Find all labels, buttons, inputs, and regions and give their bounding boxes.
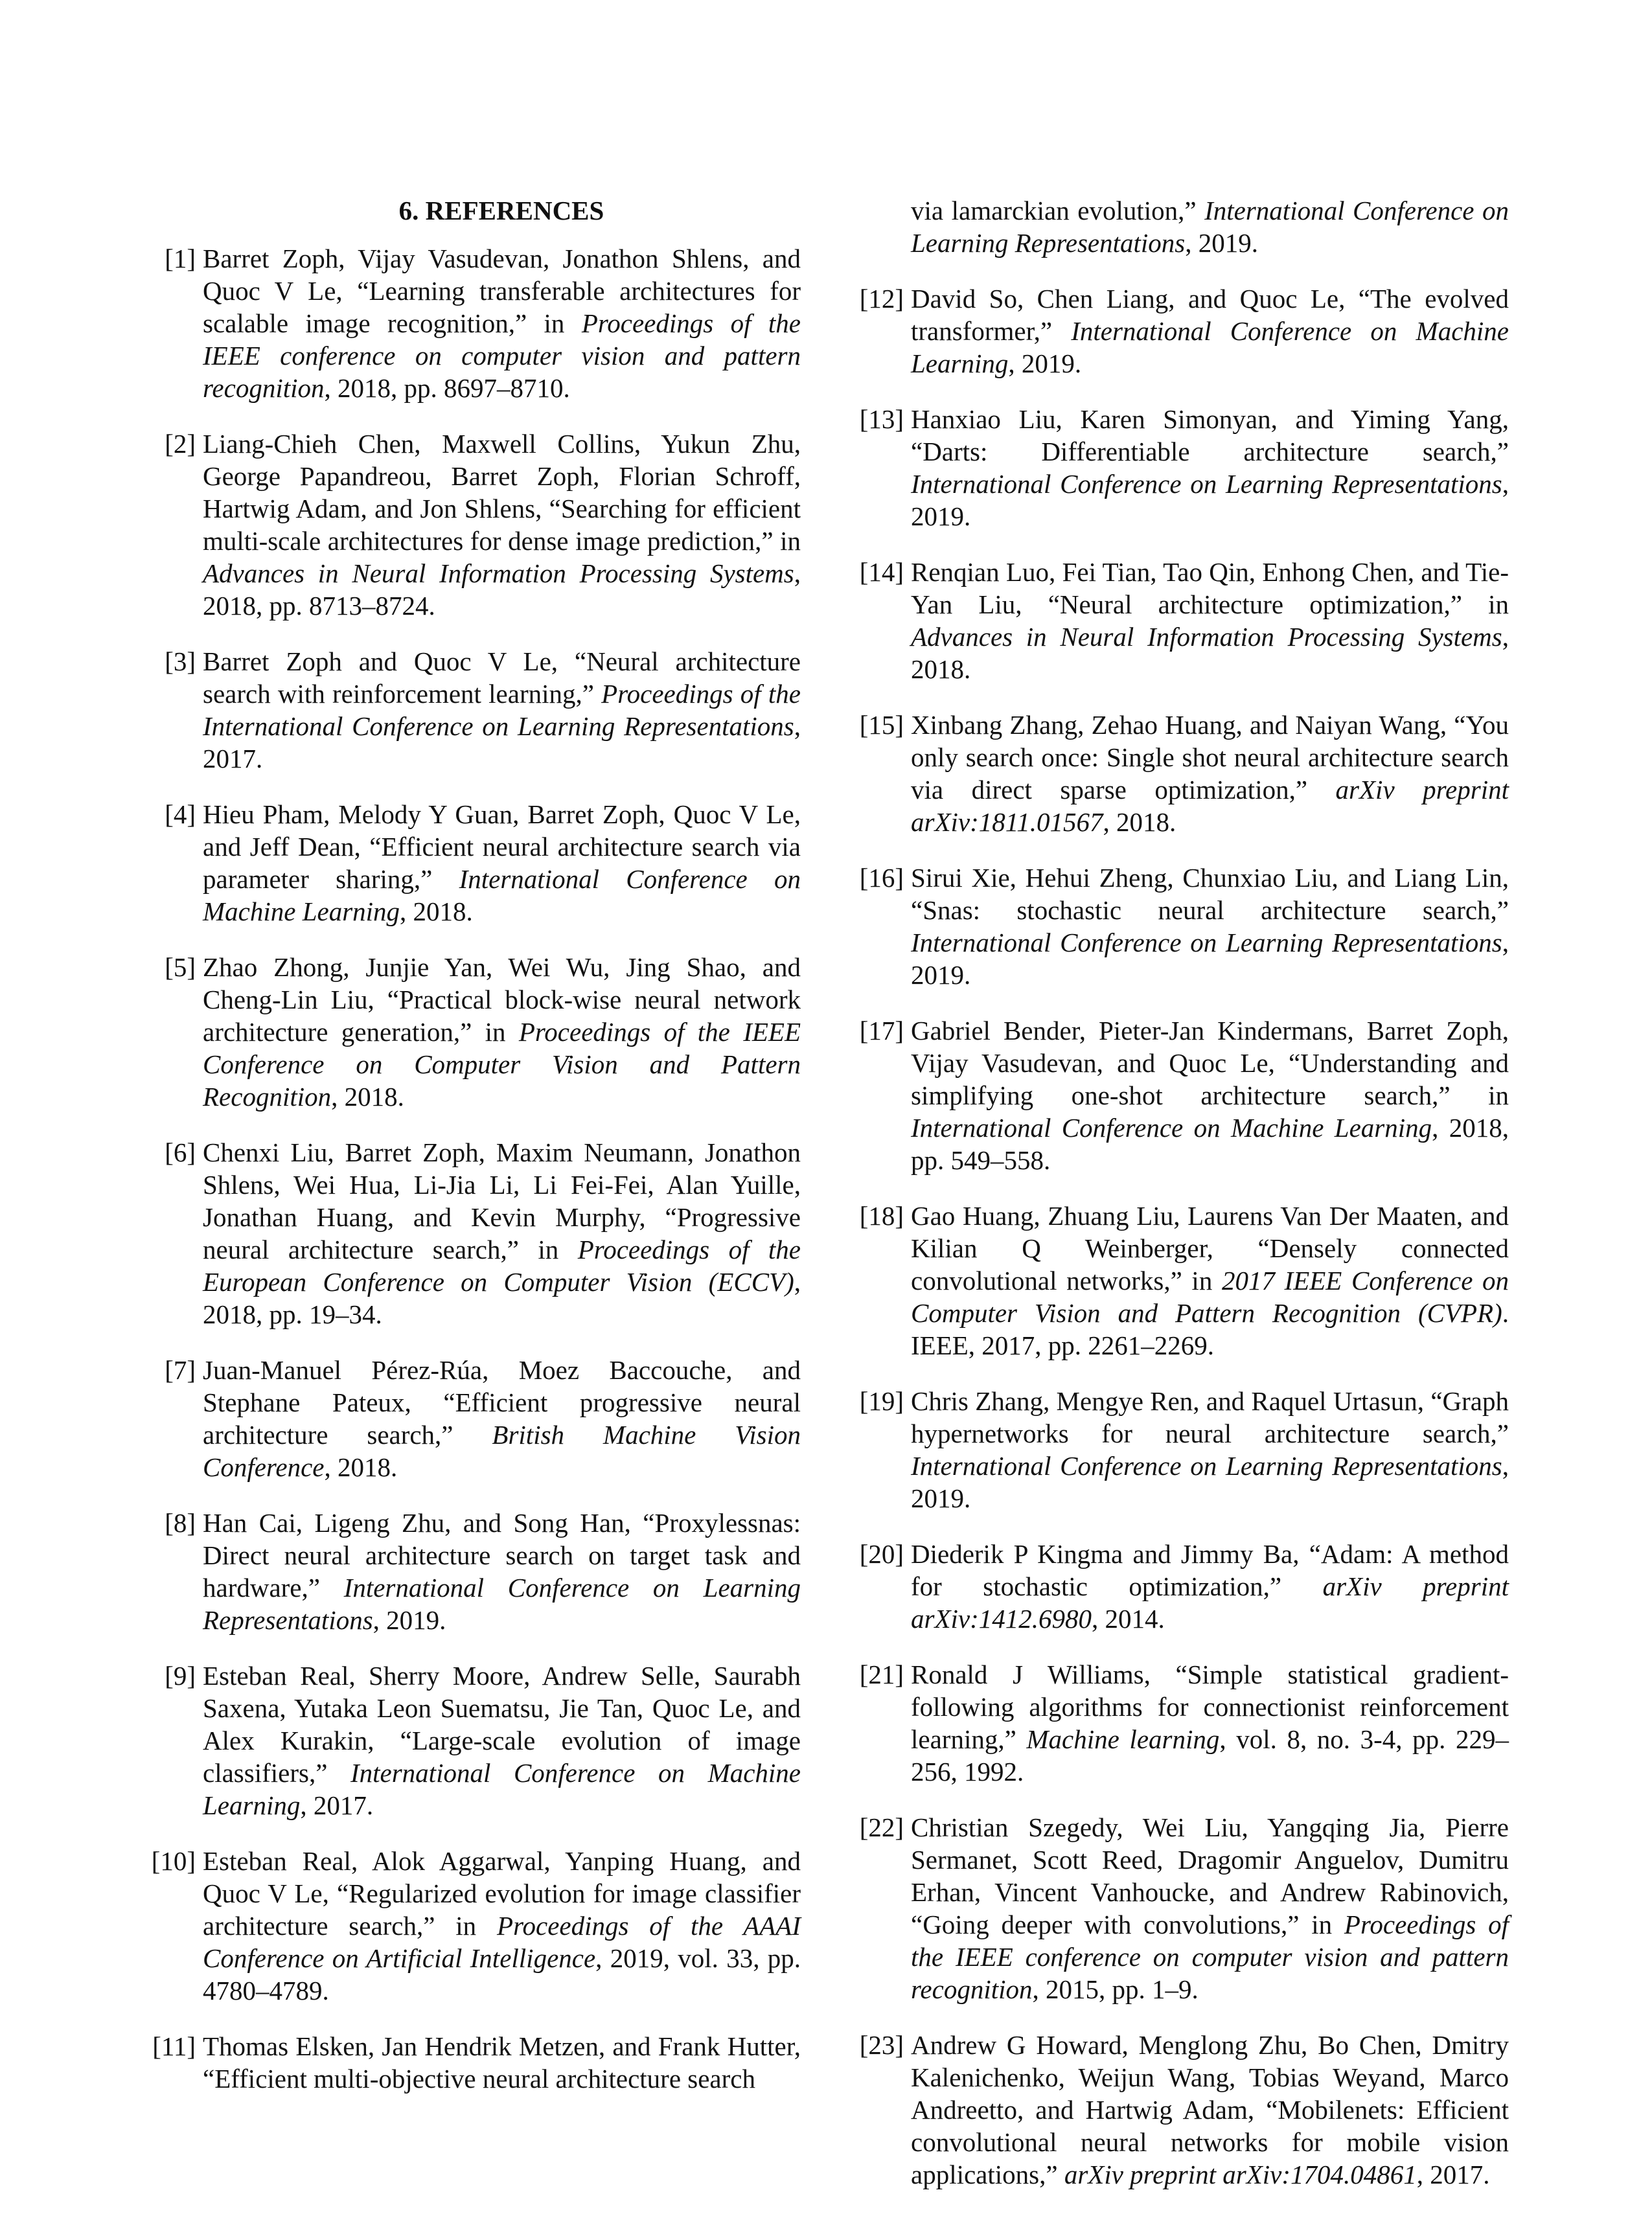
reference-authors: Esteban Real, Alok Aggarwal, Yanping Huang, and Quoc V Le, [203, 1846, 801, 1908]
reference-tail: , 2014. [1092, 1604, 1165, 1634]
reference-text [911, 709, 1509, 838]
reference-item [144, 1845, 801, 2007]
reference-authors: Zhao Zhong, Junjie Yan, Wei Wu, Jing Shao, and Cheng-Lin Liu, [203, 952, 801, 1014]
reference-number: [9] [165, 1661, 196, 1691]
reference-venue: Advances in Neural Information Processing Systems [203, 558, 794, 588]
reference-11-continuation [852, 194, 1509, 259]
reference-tail: , 2018, pp. 19–34. [203, 1267, 801, 1329]
reference-number: [23] [859, 2030, 904, 2060]
reference-authors: Barret Zoph and Quoc V Le, [203, 646, 558, 676]
reference-venue: International Conference on Machine Learning [203, 864, 801, 926]
reference-tail: , 2018. [331, 1082, 404, 1112]
reference-title: “Large-scale evolution of image classifiers,” [203, 1726, 801, 1788]
reference-venue: 2017 IEEE Conference on Computer Vision and Pattern Recognition (CVPR) [911, 1266, 1509, 1328]
reference-venue: Proceedings of the IEEE conference on computer vision and pattern recognition [203, 308, 801, 403]
reference-item [852, 282, 1509, 380]
reference-text [203, 2030, 801, 2095]
reference-authors: Christian Szegedy, Wei Liu, Yangqing Jia, Pierre Sermanet, Scott Reed, Dragomir Anguelov, Dumitru Erhan, Vincent Vanhoucke, and Andrew Rabinovich, [911, 1812, 1509, 1907]
reference-text [203, 645, 801, 775]
reference-tail: , 2017. [1416, 2160, 1490, 2189]
reference-authors: Barret Zoph, Vijay Vasudevan, Jonathon Shlens, and Quoc V Le, [203, 244, 801, 306]
reference-authors: Chris Zhang, Mengye Ren, and Raquel Urtasun, [911, 1386, 1424, 1416]
reference-title: “Simple statistical gradient-following algorithms for connectionist reinforcement learning,” [911, 1660, 1509, 1754]
reference-venue: International Conference on Learning Representations [911, 1451, 1502, 1481]
reference-title: “Neural architecture search with reinforcement learning,” [203, 646, 801, 709]
reference-title: “Regularized evolution for image classifier architecture search,” in [203, 1878, 801, 1941]
reference-venue: Proceedings of the International Conference on Learning Representations [203, 679, 801, 741]
reference-item [144, 242, 801, 404]
reference-tail: , 2017. [300, 1790, 374, 1820]
reference-authors: Diederik P Kingma and Jimmy Ba, [911, 1539, 1300, 1569]
reference-title: “Neural architecture optimization,” in [1022, 589, 1509, 619]
reference-tail: , 2019. [911, 469, 1509, 531]
section-title: 6. REFERENCES [398, 196, 604, 225]
reference-list-left [144, 242, 801, 2095]
reference-authors: Han Cai, Ligeng Zhu, and Song Han, [203, 1508, 631, 1538]
reference-title: “Learning transferable architectures for scalable image recognition,” in [203, 276, 801, 338]
reference-item [144, 951, 801, 1113]
reference-number: [12] [859, 284, 904, 314]
reference-item [144, 1507, 801, 1636]
reference-number: [22] [859, 1812, 904, 1842]
reference-text [203, 798, 801, 928]
reference-item [852, 1385, 1509, 1514]
reference-tail: , 2018, pp. 8713–8724. [203, 558, 801, 621]
reference-authors: Hieu Pham, Melody Y Guan, Barret Zoph, Quoc V Le, and Jeff Dean, [203, 799, 801, 862]
reference-venue: Proceedings of the IEEE conference on computer vision and pattern recognition [911, 1910, 1509, 2004]
reference-title: “Efficient neural architecture search via parameter sharing,” [203, 832, 801, 894]
reference-number: [17] [859, 1016, 904, 1045]
reference-item [144, 1354, 801, 1483]
reference-tail: , 2018, pp. 8697–8710. [324, 373, 570, 403]
reference-authors: Chenxi Liu, Barret Zoph, Maxim Neumann, Jonathon Shlens, Wei Hua, Li-Jia Li, Li Fei-Fei, Alan Yuille, Jonathan Huang, and Kevin Murphy, [203, 1137, 801, 1232]
reference-item [852, 1811, 1509, 2005]
reference-item [852, 1014, 1509, 1176]
reference-title: “The evolved transformer,” [911, 284, 1509, 346]
reference-text [911, 862, 1509, 991]
reference-title: “Densely connected convolutional networks,” in [911, 1233, 1509, 1295]
reference-tail: , 2015, pp. 1–9. [1032, 1974, 1199, 2004]
reference-item [144, 798, 801, 928]
reference-number: [18] [859, 1201, 904, 1231]
reference-number: [5] [165, 952, 196, 982]
reference-number: [15] [859, 710, 904, 740]
reference-title: “Adam: A method for stochastic optimization,” [911, 1539, 1509, 1601]
reference-text [911, 556, 1509, 685]
reference-number: [8] [165, 1508, 196, 1538]
reference-item [852, 1538, 1509, 1635]
reference-list-right [852, 282, 1509, 2191]
reference-venue: Advances in Neural Information Processing Systems [911, 622, 1502, 652]
reference-text [911, 2029, 1509, 2191]
reference-number: [21] [859, 1660, 904, 1689]
reference-venue: International Conference on Learning Representations [911, 469, 1502, 499]
reference-tail: , 2019. [373, 1605, 446, 1635]
reference-text [203, 1660, 801, 1821]
reference-item [144, 428, 801, 622]
reference-authors: Juan-Manuel Pérez-Rúa, Moez Baccouche, and Stephane Pateux, [203, 1355, 801, 1417]
reference-title: “Mobilenets: Efficient convolutional neural networks for mobile vision applications,” [911, 2095, 1509, 2189]
reference-text [911, 403, 1509, 532]
reference-number: [1] [165, 244, 196, 273]
reference-item [852, 1658, 1509, 1788]
reference-authors: Esteban Real, Sherry Moore, Andrew Selle, Saurabh Saxena, Yutaka Leon Suematsu, Jie Tan, Quoc Le, and Alex Kurakin, [203, 1661, 801, 1755]
reference-item [852, 862, 1509, 991]
reference-text [911, 1200, 1509, 1362]
reference-item [144, 2030, 801, 2095]
reference-text [203, 1507, 801, 1636]
reference-title: “Proxylessnas: Direct neural architecture search on target task and hardware,” [203, 1508, 801, 1603]
reference-text [911, 1811, 1509, 2005]
reference-authors: Gao Huang, Zhuang Liu, Laurens Van Der Maaten, and Kilian Q Weinberger, [911, 1201, 1509, 1263]
right-column [852, 194, 1509, 2214]
reference-number: [3] [165, 646, 196, 676]
reference-title: “Darts: Differentiable architecture search,” [911, 437, 1509, 466]
reference-title: “Practical block-wise neural network architecture generation,” in [203, 985, 801, 1047]
reference-title: “Going deeper with convolutions,” in [911, 1910, 1344, 1939]
reference-venue: Machine learning [1026, 1724, 1220, 1754]
reference-text [203, 1845, 801, 2007]
reference-number: [6] [165, 1137, 196, 1167]
reference-text [911, 1658, 1509, 1788]
reference-item [852, 1200, 1509, 1362]
reference-tail: , 2019. [1008, 348, 1082, 378]
reference-item [144, 1660, 801, 1821]
reference-tail: , 2019. [1185, 228, 1259, 258]
reference-text [203, 242, 801, 404]
reference-text [203, 428, 801, 622]
reference-title: “Progressive neural architecture search,” in [203, 1202, 801, 1264]
reference-item [852, 403, 1509, 532]
reference-text [203, 951, 801, 1113]
reference-title: “Graph hypernetworks for neural architecture search,” [911, 1386, 1509, 1448]
reference-tail: , vol. 8, no. 3-4, pp. 229–256, 1992. [911, 1724, 1509, 1786]
reference-title: via lamarckian evolution,” [911, 196, 1205, 225]
reference-tail: , 2018. [911, 622, 1509, 684]
reference-item [852, 709, 1509, 838]
reference-authors: Thomas Elsken, Jan Hendrik Metzen, and Frank Hutter, [203, 2031, 801, 2061]
reference-authors: Liang-Chieh Chen, Maxwell Collins, Yukun Zhu, George Papandreou, Barret Zoph, Florian Schroff, Hartwig Adam, and Jon Shlens, [203, 429, 801, 523]
reference-text [911, 282, 1509, 380]
reference-venue: Proceedings of the European Conference on Computer Vision (ECCV) [203, 1235, 801, 1297]
reference-tail: , 2019. [911, 1451, 1509, 1513]
reference-number: [10] [151, 1846, 196, 1876]
reference-authors: Gabriel Bender, Pieter-Jan Kindermans, Barret Zoph, Vijay Vasudevan, and Quoc Le, [911, 1016, 1509, 1078]
reference-item [852, 2029, 1509, 2191]
reference-authors: Andrew G Howard, Menglong Zhu, Bo Chen, Dmitry Kalenichenko, Weijun Wang, Tobias Weyand, Marco Andreetto, and Hartwig Adam, [911, 2030, 1509, 2125]
reference-authors: Hanxiao Liu, Karen Simonyan, and Yiming Yang, [911, 404, 1509, 434]
reference-authors: David So, Chen Liang, and Quoc Le, [911, 284, 1346, 314]
reference-number: [20] [859, 1539, 904, 1569]
reference-text [911, 1538, 1509, 1635]
reference-venue: International Conference on Learning Representations [911, 928, 1502, 957]
reference-tail: . IEEE, 2017, pp. 2261–2269. [911, 1298, 1509, 1360]
reference-text [203, 1136, 801, 1330]
reference-number: [4] [165, 799, 196, 829]
reference-authors: Sirui Xie, Hehui Zheng, Chunxiao Liu, and Liang Lin, [911, 863, 1509, 893]
reference-title: “Understanding and simplifying one-shot architecture search,” in [911, 1048, 1509, 1110]
reference-tail: , 2018, pp. 549–558. [911, 1113, 1509, 1175]
left-column [144, 194, 801, 2118]
reference-venue: arXiv preprint arXiv:1704.04861 [1064, 2160, 1417, 2189]
reference-number: [13] [859, 404, 904, 434]
reference-venue: Proceedings of the AAAI Conference on Artificial Intelligence [203, 1911, 801, 1973]
reference-text [911, 1014, 1509, 1176]
reference-tail: , 2019, vol. 33, pp. 4780–4789. [203, 1943, 801, 2005]
reference-number: [14] [859, 557, 904, 587]
reference-number: [11] [152, 2031, 196, 2061]
reference-venue: International Conference on Learning Representations [911, 196, 1509, 258]
reference-tail: , 2018. [324, 1452, 398, 1482]
reference-venue: International Conference on Machine Learning [203, 1758, 801, 1820]
reference-venue: International Conference on Machine Learning [911, 316, 1509, 378]
reference-title: “You only search once: Single shot neural architecture search via direct sparse optimization,” [911, 710, 1509, 805]
reference-number: [16] [859, 863, 904, 893]
reference-authors: Xinbang Zhang, Zehao Huang, and Naiyan Wang, [911, 710, 1447, 740]
reference-tail: , 2018. [400, 896, 473, 926]
reference-authors: Renqian Luo, Fei Tian, Tao Qin, Enhong Chen, and Tie-Yan Liu, [911, 557, 1509, 619]
reference-venue: British Machine Vision Conference [203, 1420, 801, 1482]
reference-tail: , 2017. [203, 711, 801, 773]
reference-venue: International Conference on Learning Representations [203, 1573, 801, 1635]
reference-item [852, 556, 1509, 685]
reference-item [144, 645, 801, 775]
reference-venue: arXiv preprint arXiv:1412.6980 [911, 1571, 1509, 1634]
reference-venue: International Conference on Machine Learning [911, 1113, 1432, 1143]
reference-text [203, 1354, 801, 1483]
reference-text [911, 1385, 1509, 1514]
reference-item [144, 1136, 801, 1330]
reference-title: “Snas: stochastic neural architecture search,” [911, 895, 1509, 925]
reference-venue: Proceedings of the IEEE Conference on Computer Vision and Pattern Recognition [203, 1017, 801, 1112]
reference-tail: , 2018. [1103, 807, 1176, 837]
reference-title: “Efficient progressive neural architecture search,” [203, 1387, 801, 1450]
reference-number: [19] [859, 1386, 904, 1416]
reference-venue: arXiv preprint arXiv:1811.01567 [911, 775, 1509, 837]
reference-title: “Efficient multi-objective neural architecture search [203, 2064, 755, 2094]
reference-title: “Searching for efficient multi-scale architectures for dense image prediction,” in [203, 494, 801, 556]
reference-tail: , 2019. [911, 928, 1509, 990]
reference-number: [2] [165, 429, 196, 459]
reference-authors: Ronald J Williams, [911, 1660, 1151, 1689]
reference-number: [7] [165, 1355, 196, 1385]
